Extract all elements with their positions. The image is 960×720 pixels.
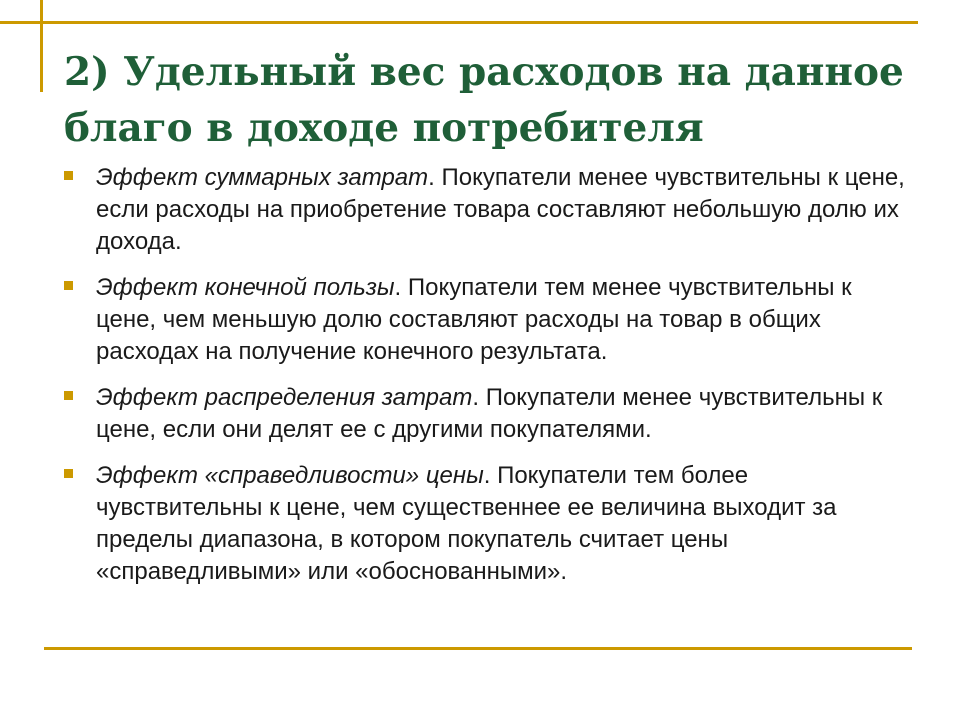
- bullet-term: Эффект распределения затрат: [96, 384, 473, 411]
- square-bullet-icon: [64, 469, 73, 478]
- bullet-item-total-cost-effect: [64, 162, 914, 258]
- bullet-text: . Покупатели тем более чувствительны к цене, чем существеннее ее величина выходит за пределы диапазона, в котором покупатель считает цены «справедливыми» или «обоснованными».: [96, 462, 837, 585]
- left-divider-line: [40, 0, 43, 92]
- square-bullet-icon: [64, 171, 73, 180]
- slide-title: 2) Удельный вес расходов на данное благо в доходе потребителя: [64, 49, 904, 151]
- bullet-item-shared-cost-effect: [64, 382, 914, 446]
- bottom-divider-line: [44, 647, 912, 650]
- bullet-term: Эффект «справедливости» цены: [96, 462, 484, 489]
- square-bullet-icon: [64, 281, 73, 290]
- bullet-text: . Покупатели менее чувствительны к цене, если расходы на приобретение товара составляют небольшую долю их дохода.: [96, 164, 905, 255]
- bullet-text: . Покупатели тем менее чувствительны к цене, чем меньшую долю составляют расходы на товар в общих расходах на получение конечного результата.: [96, 274, 852, 365]
- bullet-term: Эффект суммарных затрат: [96, 164, 429, 191]
- bullet-list: [64, 162, 914, 602]
- bullet-text: . Покупатели менее чувствительны к цене, если они делят ее с другими покупателями.: [96, 384, 883, 443]
- square-bullet-icon: [64, 391, 73, 400]
- bullet-item-fairness-effect: [64, 460, 914, 588]
- bullet-term: Эффект конечной пользы: [96, 274, 395, 301]
- top-divider-line: [0, 21, 918, 24]
- bullet-item-end-benefit-effect: [64, 272, 914, 368]
